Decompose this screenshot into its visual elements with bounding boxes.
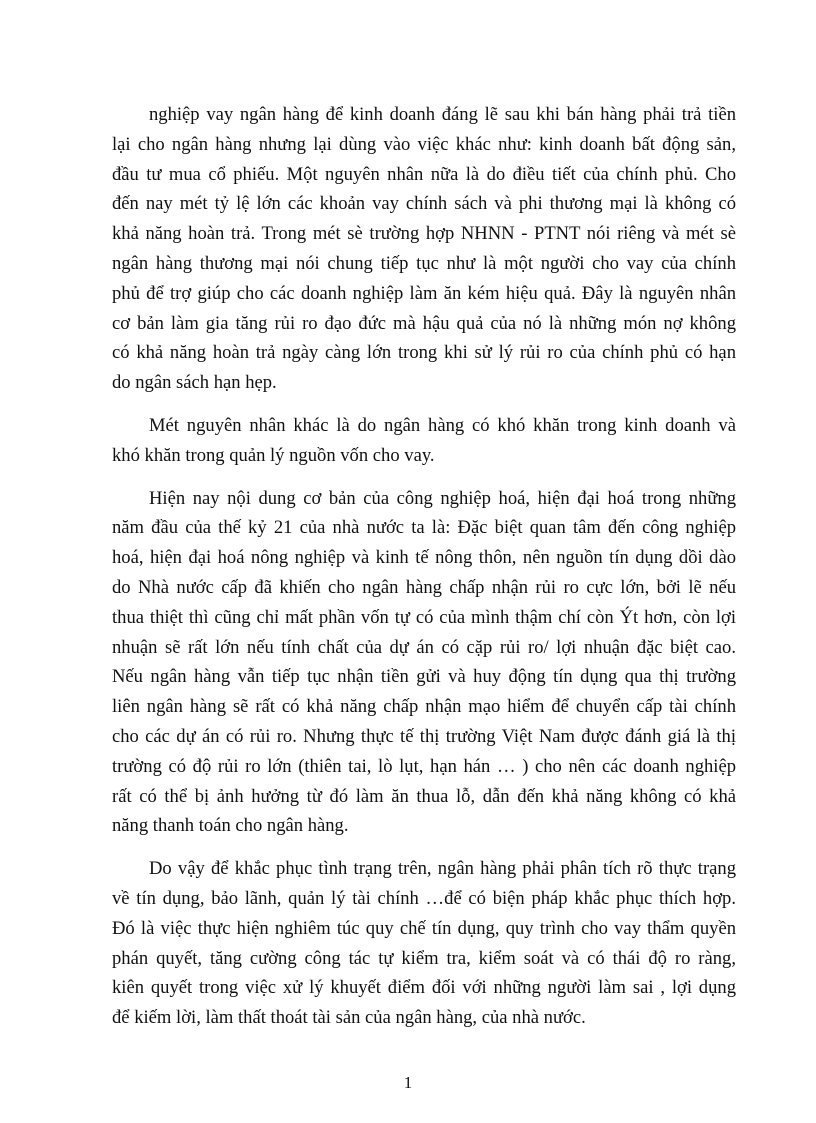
text-line: về tín dụng, bảo lãnh, quản lý tài chính …để có biện pháp khắc phục thích hợp. [112,887,736,909]
text-line: do Nhà nước cấp đã khiến cho ngân hàng chấp nhận rủi ro cực lớn, bởi lẽ nếu [112,576,736,598]
text-line: liên ngân hàng sẽ rất có khả năng chấp nhận mạo hiểm để chuyển cấp tài chính [112,696,736,718]
text-line: khó khăn trong quản lý nguồn vốn cho vay. [112,444,435,466]
text-line: đầu tư mua cổ phiếu. Một nguyên nhân nữa là do điều tiết của chính phủ. Cho [112,163,736,185]
text-line: do ngân sách hạn hẹp. [112,372,277,394]
text-line: lại cho ngân hàng nhưng lại dùng vào việc khác như: kinh doanh bất động sản, [112,133,736,155]
text-line: đến nay mét tỷ lệ lớn các khoản vay chính sách và phi thương mại là không có [112,193,736,215]
paragraph-1 [112,100,736,398]
text-line: Mét nguyên nhân khác là do ngân hàng có khó khăn trong kinh doanh và [149,414,736,436]
page-number: 1 [403,1073,413,1092]
text-line: nhuận sẽ rất lớn nếu tính chất của dự án có cặp rủi ro/ lợi nhuận đặc biệt cao. [112,636,736,658]
paragraph-4 [112,854,736,1033]
text-line: năng thanh toán cho ngân hàng. [112,815,349,837]
text-line: cơ bản làm gia tăng rủi ro đạo đức mà hậu quả của nó là những món nợ không [112,312,736,334]
text-line: khả năng hoàn trả. Trong mét sè trường hợp NHNN - PTNT nói riêng và mét sè [112,223,736,245]
text-line: Nếu ngân hàng vẫn tiếp tục nhận tiền gửi và huy động tín dụng qua thị trường [112,666,736,688]
text-line: phủ để trợ giúp cho các doanh nghiệp làm ăn kém hiệu quả. Đây là nguyên nhân [112,282,736,304]
text-line: trường có độ rủi ro lớn (thiên tai, lò lụt, hạn hán … ) cho nên các doanh nghiệp [112,755,736,777]
text-line: phán quyết, tăng cường công tác tự kiểm tra, kiểm soát và có thái độ ro ràng, [112,947,736,969]
text-line: ngân hàng thương mại nói chung tiếp tục như là một người cho vay của chính [112,252,736,274]
text-line: Đó là việc thực hiện nghiêm túc quy chế tín dụng, quy trình cho vay thẩm quyền [112,917,736,939]
text-line: năm đầu của thế kỷ 21 của nhà nước ta là: Đặc biệt quan tâm đến công nghiệp [112,517,736,539]
document-page [112,100,736,1046]
text-line: nghiệp vay ngân hàng để kinh doanh đáng lẽ sau khi bán hàng phải trả tiền [149,104,736,125]
text-line: để kiếm lời, làm thất thoát tài sản của ngân hàng, của nhà nước. [112,1007,586,1029]
text-line: hoá, hiện đại hoá nông nghiệp và kinh tế nông thôn, nên nguồn tín dụng dồi dào [112,547,736,569]
text-line: thua thiệt thì cũng chỉ mất phần vốn tự có của mình thậm chí còn Ýt hơn, còn lợi [112,606,736,628]
text-line: kiên quyết trong việc xử lý khuyết điểm đối với những người làm sai , lợi dụng [112,977,736,999]
text-line: rất có thể bị ảnh hưởng từ đó làm ăn thua lỗ, dẫn đến khả năng không có khả [112,785,736,807]
paragraph-3 [112,484,736,842]
text-line: cho các dự án có rủi ro. Nhưng thực tế thị trường Việt Nam được đánh giá là thị [112,725,736,747]
text-line: Hiện nay nội dung cơ bản của công nghiệp hoá, hiện đại hoá trong những [149,487,736,509]
text-line: có khả năng hoàn trả ngày càng lớn trong khi sử lý rủi ro của chính phủ có hạn [112,342,736,364]
paragraph-2 [112,411,736,471]
text-line: Do vậy để khắc phục tình trạng trên, ngân hàng phải phân tích rõ thực trạng [149,858,736,880]
